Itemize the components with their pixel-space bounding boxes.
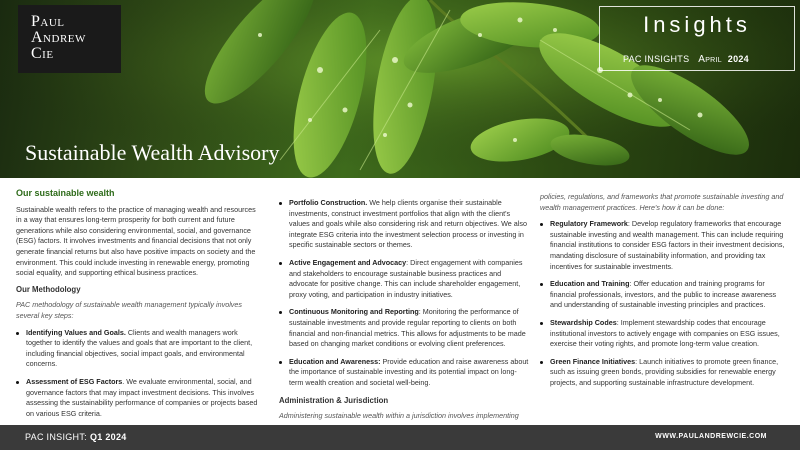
list-item xyxy=(540,279,788,311)
bullet-heading: Active Engagement and Advocacy xyxy=(289,257,407,267)
column-2 xyxy=(279,198,531,428)
footer-bar xyxy=(0,425,800,450)
bullet-heading: Stewardship Codes xyxy=(550,317,617,327)
list-item xyxy=(279,258,531,300)
methodology-list-continued xyxy=(279,198,531,389)
methodology-heading: Our Methodology xyxy=(16,284,81,294)
bullet-text: : Offer education and training programs for financial professionals, investors, and the public to increase awareness and understanding of sustainable investing principles and practices. xyxy=(550,279,777,310)
bullet-text: : Launch initiatives to promote green finance, such as issuing green bonds, providing subsidies for renewable energy projects, and supporting sustainable infrastructure development. xyxy=(550,356,779,387)
list-item xyxy=(279,307,531,349)
bullet-heading: Assessment of ESG Factors xyxy=(26,376,123,386)
website-link[interactable]: WWW.PAULANDREWCIE.COM xyxy=(655,433,767,440)
bullet-text: : Implement stewardship codes that encourage institutional investors to actively engage with companies on ESG issues, exercise their voting rights, and promote long-term value creation. xyxy=(550,317,780,349)
page-title: Sustainable Wealth Advisory xyxy=(25,140,280,165)
list-item xyxy=(279,357,531,389)
bullet-text: : Direct engagement with companies and stakeholders to encourage sustainable business practices and advocate for positive change. This can include shareholder engagement, proxy voting, and participation in industry initiatives. xyxy=(289,257,523,299)
section-title: Our sustainable wealth xyxy=(16,188,115,198)
admin-intro: Administering sustainable wealth within a jurisdiction involves implementing xyxy=(279,411,519,421)
list-item xyxy=(540,219,788,272)
admin-heading: Administration & Jurisdiction xyxy=(279,395,389,405)
bullet-heading: Continuous Monitoring and Reporting xyxy=(289,307,419,317)
bullet-text: We help clients organise their sustainable investments, construct investment portfolios that align with the client's values and goals while also considering risk and return objectives. We also integrate ESG criteria into the investment selection process or investing in specific sustainable sectors or themes. xyxy=(289,198,527,250)
bullet-text: Provide education and raise awareness about the importance of sustainable investing and its potential impact on long-term wealth creation and societal well-being. xyxy=(289,356,529,387)
issue-year: 2024 xyxy=(727,54,749,64)
bullet-text: Clients and wealth managers work together to identify the values and goals that are important to the client, including financial objectives, social impact goals, and environmental concerns. xyxy=(26,327,253,369)
bullet-heading: Regulatory Framework xyxy=(550,219,628,229)
insights-issue-line xyxy=(623,54,749,65)
column-3 xyxy=(540,192,788,396)
insights-masthead xyxy=(599,6,795,71)
list-item xyxy=(279,198,531,251)
bullet-heading: Green Finance Initiatives xyxy=(550,356,636,366)
insights-title: Insights xyxy=(643,12,751,37)
methodology-list xyxy=(16,328,262,420)
column-1 xyxy=(16,188,262,426)
intro-paragraph: Sustainable wealth refers to the practice of managing wealth and resources in a way that ensures long-term prosperity for both current and future generations while also considering environmental, social, and governance (ESG) factors. It involves investments and financial decisions that not only generate financial returns but also have positive impacts on society and the environment. This could include investing in renewable energy, promoting social equality, and supporting ethical business practices. xyxy=(16,204,256,278)
bullet-text: : Monitoring the performance of sustainable investments and provide regular reporting to clients on both financial and non-financial metrics. This allows for adjustments to be made based on changing market conditions or evolving client preferences. xyxy=(289,307,526,349)
list-item xyxy=(16,377,262,419)
bullet-heading: Portfolio Construction. xyxy=(289,198,368,207)
logo-line: Andrew xyxy=(31,29,86,46)
header-banner xyxy=(0,0,800,178)
bullet-heading: Education and Awareness: xyxy=(289,356,381,366)
logo-line: Paul xyxy=(31,13,65,30)
footer-publication xyxy=(25,432,127,442)
list-item xyxy=(540,357,788,389)
bullet-text: . We evaluate environmental, social, and governance factors that may impact investment decisions. This involves assessing the sustainability performance of companies or projects based on various ESG criteria. xyxy=(26,376,258,418)
company-logo xyxy=(18,5,121,73)
bullet-heading: Identifying Values and Goals. xyxy=(26,327,126,337)
footer-quarter: Q1 2024 xyxy=(89,432,127,442)
admin-intro-continued: policies, regulations, and frameworks that promote sustainable investing and wealth management practices. Here's how it can be done: xyxy=(540,192,784,212)
bullet-text: : Develop regulatory frameworks that encourage sustainable investing and wealth management. This can include requiring financial institutions to consider ESG factors in their investment decisions, mandating disclosure of sustainability information, and providing tax incentives for sustainable investments. xyxy=(550,219,785,271)
list-item xyxy=(540,318,788,350)
list-item xyxy=(16,328,262,370)
bullet-heading: Education and Training xyxy=(550,279,630,289)
insights-sub-label: PAC INSIGHTS xyxy=(622,54,690,64)
issue-month: April xyxy=(698,54,722,65)
logo-line: Cie xyxy=(31,45,54,62)
methodology-intro: PAC methodology of sustainable wealth management typically involves several key steps: xyxy=(16,300,242,320)
footer-label: PAC INSIGHT: xyxy=(25,432,87,442)
jurisdiction-list xyxy=(540,219,788,388)
